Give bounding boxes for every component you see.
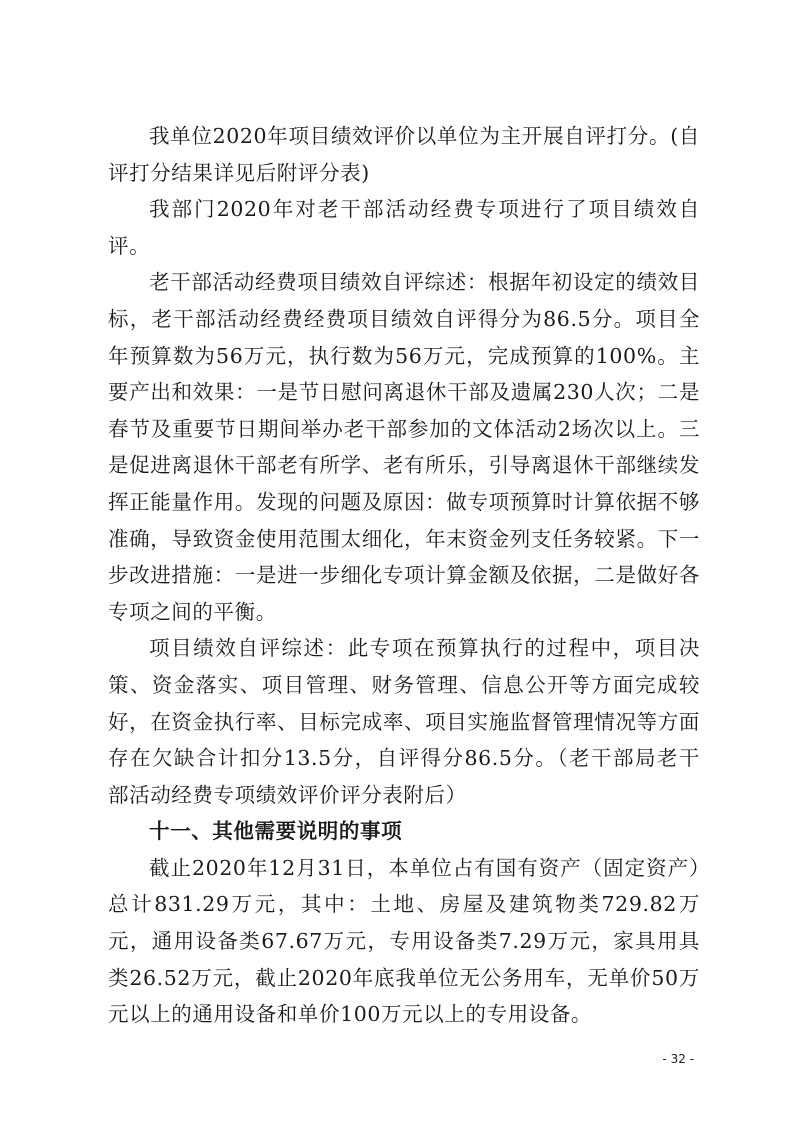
- paragraph-self-evaluation-scope: 我部门2020年对老干部活动经费专项进行了项目绩效自评。: [108, 197, 700, 258]
- paragraph-asset-summary: 截止2020年12月31日，本单位占有国有资产（固定资产）总计831.29万元，其中：土地、房屋及建筑物类729.82万元，通用设备类67.67万元，专用设备类7.29万元，家具用具类26.52万元，截止2020年底我单位无公务用车，无单价50万元以上的通用设备和单价100万元以上的专用设备。: [108, 855, 700, 1027]
- document-body: [108, 118, 700, 1033]
- section-heading: 十一、其他需要说明的事项: [149, 819, 403, 844]
- paragraph-performance-summary: 项目绩效自评综述：此专项在预算执行的过程中，项目决策、资金落实、项目管理、财务管理、信息公开等方面完成较好，在资金执行率、目标完成率、项目实施监督管理情况等方面存在欠缺合计扣分13.5分，自评得分86.5分。（老干部局老干部活动经费专项绩效评价评分表附后）: [108, 636, 700, 807]
- paragraph-evaluation-intro: 我单位2020年项目绩效评价以单位为主开展自评打分。(自评打分结果详见后附评分表): [108, 124, 700, 185]
- page-number: - 32 -: [662, 1052, 694, 1066]
- paragraph-project-summary: 老干部活动经费项目绩效自评综述：根据年初设定的绩效目标，老干部活动经费经费项目绩效自评得分为86.5分。项目全年预算数为56万元，执行数为56万元，完成预算的100%。主要产出和效果：一是节日慰问离退休干部及遗属230人次；二是春节及重要节日期间举办老干部参加的文体活动2场次以上。三是促进离退休干部老有所学、老有所乐，引导离退休干部继续发挥正能量作用。发现的问题及原因：做专项预算时计算依据不够准确，导致资金使用范围太细化，年末资金列支任务较紧。下一步改进措施：一是进一步细化专项计算金额及依据，二是做好各专项之间的平衡。: [108, 270, 700, 624]
